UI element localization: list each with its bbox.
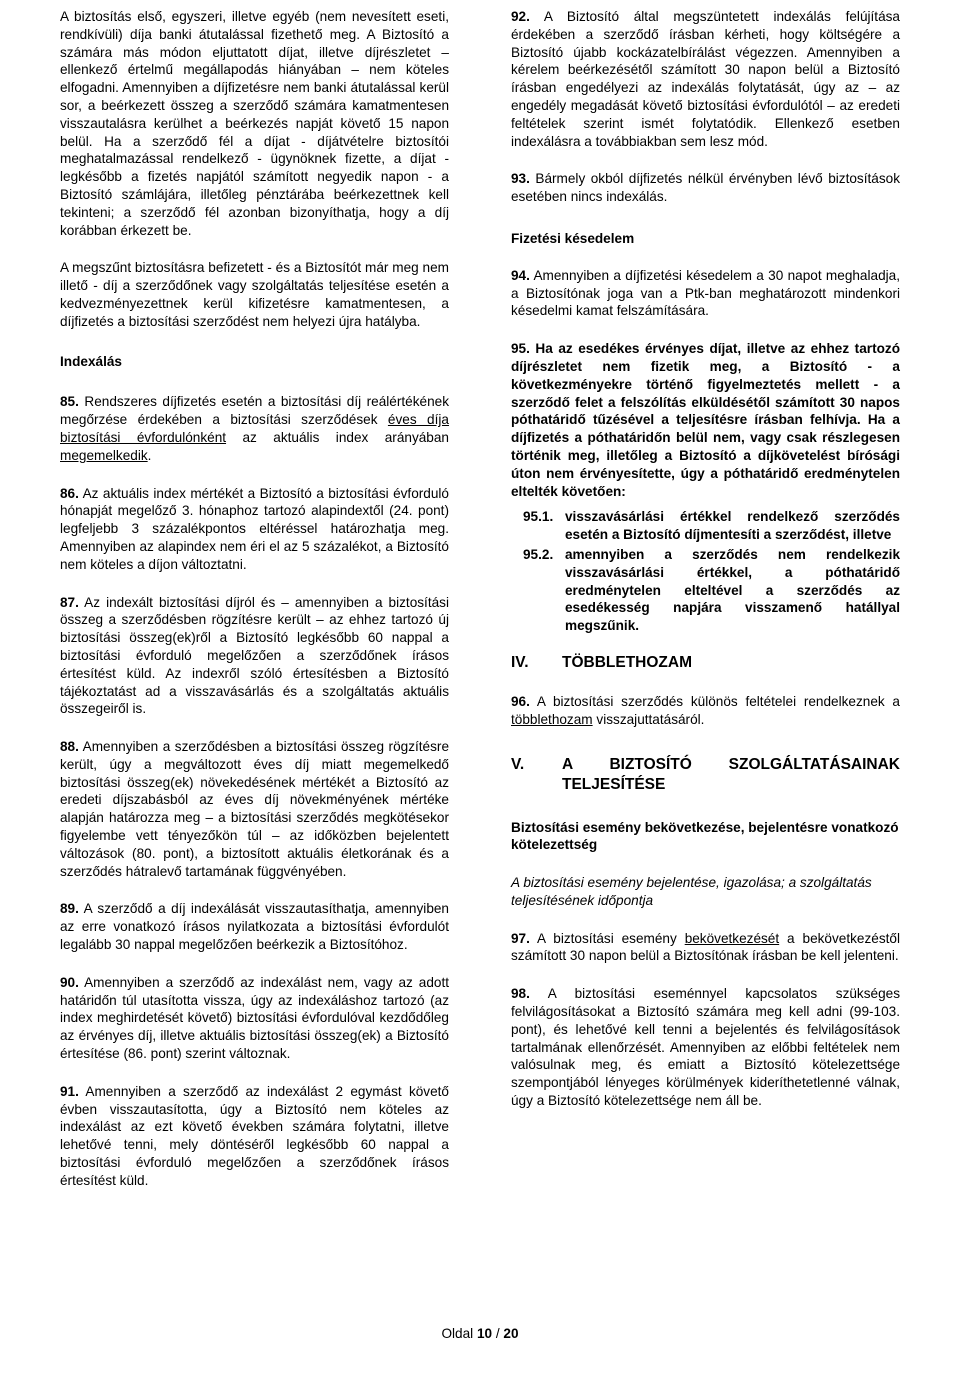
subparagraph-text: visszavásárlási értékkel rendelkező szerződés esetén a Biztosító díjmentesíti a szerződést, illetve [565, 509, 900, 543]
paragraph-text: Amennyiben a szerződő az indexálást 2 egymást követő évben visszautasította, úgy a Biztosító nem köteles az indexálást az ezt követő években számára folytatni, illetve lehetővé tenni, mely döntéséről legkésőbb 60 nappal a biztosítási évforduló megelőzően a szerződőnek írásos értesítést küld. [60, 1083, 449, 1188]
heading-fizetesi-keses: Fizetési késedelem [511, 230, 635, 246]
subheading-bejelentes: A biztosítási esemény bejelentése, igazolása; a szolgáltatás teljesítésének időpontja [511, 875, 872, 908]
paragraph-95 [511, 340, 900, 500]
underlined-term: bekövetkezését [684, 930, 780, 946]
subparagraph-95-2 [511, 546, 900, 635]
paragraph-87 [60, 594, 449, 719]
paragraph-terminated-insurance-refund: A megszűnt biztosításra befizetett - és a Biztosítót már meg nem illető - díj a szerződőnek vagy szolgáltatás teljesítése esetén a kedvezményezettnek kerül kifizetésre kamatmentesen, a díjfizetés a biztosítási szerződést nem helyezi újra hatályba. [60, 260, 449, 329]
paragraph-text: . [147, 447, 152, 463]
paragraph-text: Bármely okból díjfizetés nélkül érvényben lévő biztosítások esetében nincs indexálás. [511, 171, 900, 205]
section-number: IV. [511, 653, 529, 671]
paragraph-number: 94. [511, 267, 530, 283]
page-separator: / [492, 1326, 504, 1341]
paragraph-86 [60, 485, 449, 574]
paragraph-text: A biztosítási eseménnyel kapcsolatos szükséges felvilágosításokat a Biztosító számára meg kell adni (99-103. pont), és lehetővé kell tenni a bejelentés és felvilágosítások tartalmának ellenőrzését. Amennyiben az előbbi feltételek nem valósulnak meg, és emiatt a Biztosító kötelezettsége szempontjából lényeges körülmények kideríthetetlenné válnak, úgy a Biztosító kötelezettsége nem áll be. [511, 986, 900, 1109]
paragraph-85 [60, 393, 449, 464]
section-heading-iv [511, 653, 900, 673]
paragraph-text: Az aktuális index mértékét a Biztosító a biztosítási évforduló hónapját megelőző 3. hónaphoz tartozó alapindextől (24. pont) legfeljebb 3 százalékpontos eltéréssel határozhatja meg. Amennyiben az alapindex nem éri el az 5 százalékot, a Biztosító nem köteles a díjon változtatni. [60, 485, 449, 572]
paragraph-number: 95. [511, 341, 530, 357]
right-column [511, 8, 900, 1130]
paragraph-number: 92. [511, 9, 530, 24]
paragraph-number: 85. [60, 394, 79, 410]
paragraph-90 [60, 974, 449, 1063]
subparagraph-text: amennyiben a szerződés nem rendelkezik visszavásárlási értékkel, a póthatáridő eredménytelen elteltével a szerződés az esedékesség napjára visszamenő hatállyal megszűnik. [565, 546, 900, 634]
paragraph-number: 97. [511, 930, 530, 946]
paragraph-number: 91. [60, 1083, 79, 1099]
paragraph-text: A biztosítási esemény [529, 930, 685, 946]
paragraph-98 [511, 985, 900, 1110]
paragraph-text: A biztosítási szerződés különös feltételei rendelkeznek a [529, 693, 900, 709]
paragraph-number: 98. [511, 986, 530, 1002]
paragraph-payment-method: A biztosítás első, egyszeri, illetve egyéb (nem nevesített eseti, rendkívüli) díja banki átutalással fizethető meg. A Biztosító a számára más módon eljuttatott díjat, illetve díjrészletet – ellenkező értelmű megállapodás hiányában – nem köteles elfogadni. Amennyiben a díjfizetésre nem banki átutalással kerül sor, a beérkezett összeg a szerződő számára kamatmentesen visszautalásra kerülhet a beérkezés napját követő 15 napon belül. Ha a szerződő fél a díjat - díjátvételre biztosítói meghatalmazással rendelkező - ügynöknek fizette, a díjat - legkésőbb a fizetés napjától számított negyedik napon - a Biztosító számlájára, illetőleg pénztárába beérkezettnek kell tekinteni; a szerződő fél azonban bizonyíthatja, hogy a díj korábban érkezett be. [60, 9, 449, 238]
paragraph-96 [511, 693, 900, 729]
paragraph-97 [511, 930, 900, 966]
paragraph-92 [511, 8, 900, 150]
paragraph-text: a bekövetkezéstől számított 30 napon belül a Biztosítónak írásban be kell jelenteni. [511, 930, 900, 964]
paragraph-88 [60, 738, 449, 880]
heading-indexalas: Indexálás [60, 353, 122, 369]
subparagraph-number: 95.1. [523, 509, 554, 525]
paragraph-text: A szerződő a díj indexálását visszautasíthatja, amennyiben az erre vonatkozó írásos nyilatkozata a biztosítási évfordulót legalább 30 nappal megelőzően beérkezik a Biztosítóhoz. [60, 901, 449, 953]
underlined-term: éves díja biztosítási évfordulónként [60, 412, 449, 445]
subparagraph-number: 95.2. [523, 546, 554, 562]
paragraph-text: Amennyiben a szerződő az indexálást nem, vagy az adott határidőn túl utasította vissza, úgy az indexáláshoz tartozó (az index meghirdetését követő) biztosítási évfordulóval kezdődőleg az érvényes díj, illetve aktuális biztosítási összeg(ek) a Biztosító értesítése (86. pont) szerint változnak. [60, 974, 449, 1062]
paragraph-number: 90. [60, 974, 79, 990]
paragraph-text: A Biztosító által megszüntetett indexálás felújítása érdekében a szerződő írásban kérheti, hogy költségére a Biztosító újabb kockázatelbírálást végezzen. Amennyiben a kérelem beérkezésétől számított 30 napon belül a Biztosító írásban engedélyezi az indexálás folytatását, úgy az – az engedély megadását követő biztosítási évfordulótól – az eredeti feltételek szerint ismét folytatódik. Ellenkező esetben indexálásra a továbbiakban sem lesz mód. [511, 9, 900, 149]
current-page-number: 10 [476, 1326, 493, 1341]
paragraph-text: visszajuttatásáról. [592, 711, 705, 727]
section-number: V. [511, 755, 525, 773]
paragraph-text: Az indexált biztosítási díjról és – amennyiben a biztosítási összeg a szerződésben rögzítésre került – az ehhez tartozó új biztosítási összeg(ek)ről a Biztosító legkésőbb 60 nappal a biztosítási évforduló megelőzően a szerződőnek írásos értesítést küld. Az indexről szóló értesítésben a Biztosító tájékoztatást ad a visszavásárlás és a szolgáltatás aktuális összegeiről is. [60, 594, 449, 717]
paragraph-94 [511, 267, 900, 320]
paragraph-91 [60, 1083, 449, 1190]
left-column [60, 8, 449, 1210]
paragraph-number: 89. [60, 901, 79, 917]
underlined-term: többlethozam [511, 711, 593, 727]
page-footer [0, 1326, 960, 1341]
section-heading-v [511, 755, 900, 795]
section-title: A BIZTOSÍTÓ SZOLGÁLTATÁSAINAK TELJESÍTÉSE [562, 755, 900, 793]
paragraph-text: Amennyiben a szerződésben a biztosítási összeg rögzítésre került, úgy a megváltozott éves díj miatt megemelkedő biztosítási összeg(ek) növekedésének mértékét a Biztosító az eredeti díjszabásból az éves díj növekményének mértéke alapján határozza meg – a biztosítási szerződés megkötésekor figyelembe vett tényezőkön túl – az időközben bejelentett változások (80. pont), a biztosított aktuális életkorának és a szerződés hátralevő tartamának függvényében. [60, 739, 449, 879]
page-label: Oldal [441, 1326, 477, 1341]
paragraph-89 [60, 900, 449, 953]
paragraph-number: 93. [511, 171, 530, 187]
paragraph-number: 86. [60, 485, 79, 501]
total-page-count: 20 [503, 1326, 519, 1341]
paragraph-text: az aktuális index arányában [226, 429, 449, 445]
section-title: TÖBBLETHOZAM [562, 653, 693, 671]
underlined-term: megemelkedik [60, 447, 148, 463]
subparagraph-95-1 [511, 508, 900, 544]
paragraph-number: 88. [60, 739, 79, 755]
paragraph-text: Rendszeres díjfizetés esetén a biztosítási díj reálértékének megőrzése érdekében a biztosítási szerződések [60, 394, 449, 428]
paragraph-number: 96. [511, 693, 530, 709]
paragraph-text: Ha az esedékes érvényes díjat, illetve az ehhez tartozó díjrészletet nem fizetik meg, a Biztosító - a következményekre történő figyelmeztetés mellett - a szerződő felet a felszólítás elküldésétől számított 30 napos póthatáridő tűzésével a teljesítésre írásban felhívja. Ha a díjfizetés a póthatáridőn belül nem, vagy csak részlegesen történik meg, illetőleg a Biztosító a díjkövetelést bírósági úton nem érvényesítette, úgy a póthatáridő eredménytelen eltelték követően: [511, 341, 900, 499]
heading-biztositasi-esemeny: Biztosítási esemény bekövetkezése, bejelentésre vonatkozó kötelezettség [511, 819, 899, 853]
paragraph-number: 87. [60, 594, 79, 610]
paragraph-93 [511, 170, 900, 206]
paragraph-text: Amennyiben a díjfizetési késedelem a 30 napot meghaladja, a Biztosítónak joga van a Ptk-ban meghatározott mindenkori késedelmi kamat felszámítására. [511, 267, 900, 319]
